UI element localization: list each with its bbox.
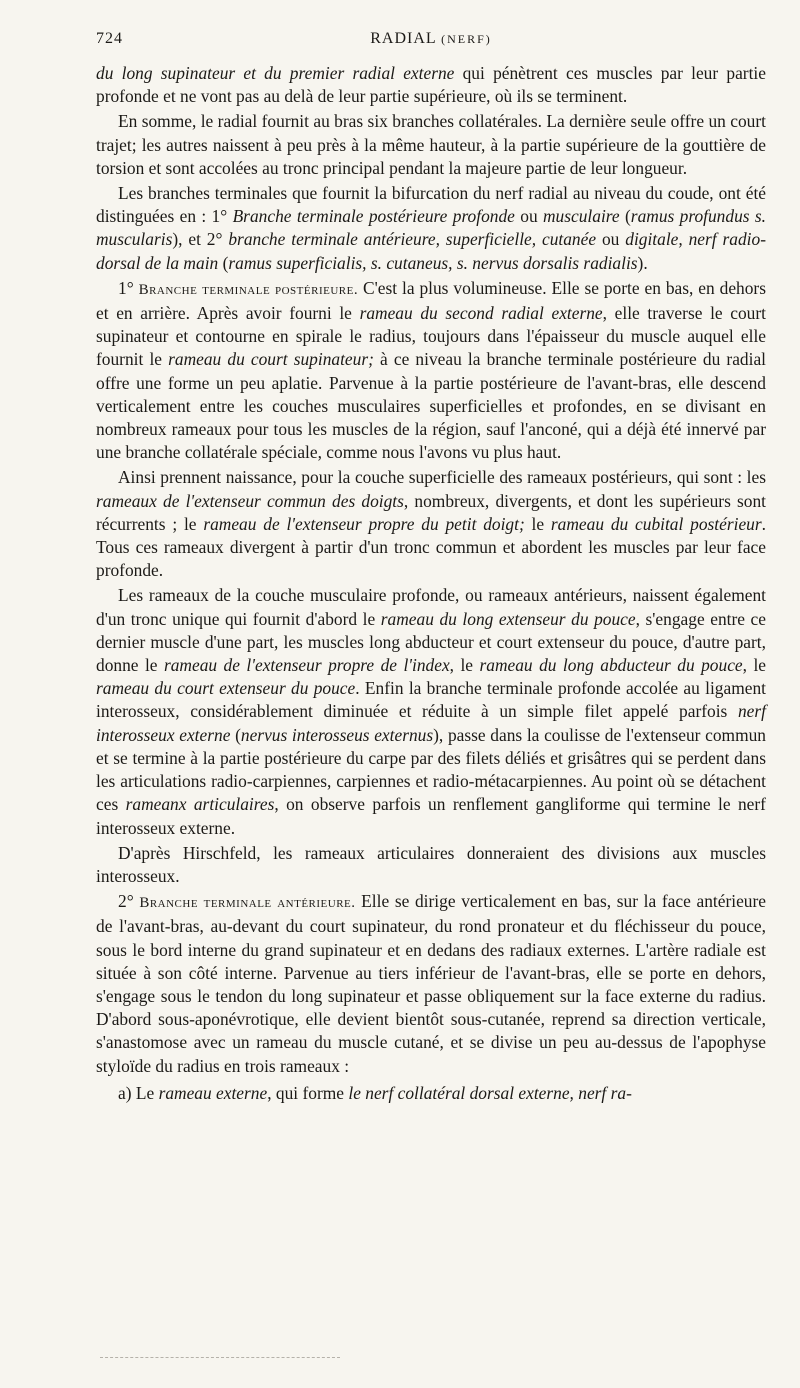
italic-term: musculaire bbox=[543, 206, 620, 227]
italic-term: nervus interosseus externus bbox=[240, 724, 434, 745]
paragraph bbox=[96, 182, 766, 275]
italic-term: rameau du court supinateur; bbox=[168, 349, 374, 370]
italic-term: rameau du second radial externe bbox=[359, 303, 603, 324]
paragraph bbox=[96, 842, 766, 888]
text-run: , nombreux, divergents, et dont les supérieurs sont récurrents ; le bbox=[96, 490, 766, 534]
text-run: ), passe dans la coulisse de l'extenseur commun et se termine à la partie postérieure du carpe par des filets déliés et grisâtres qui se perdent dans les articulations radio-carpiennes, carpiennes et radio-métacarpiennes. Au point où se détachent ces bbox=[96, 724, 766, 815]
body-text bbox=[96, 62, 766, 1105]
text-run: En somme, le radial fournit au bras six branches collatérales. La dernière seule offre un court trajet; les autres naissent à peu près à la même hauteur, à la partie supérieure de la gouttière de torsion et sont accolées au tronc principal pendant la majeure partie de leur longueur. bbox=[96, 111, 766, 178]
italic-term: rameau externe bbox=[158, 1082, 268, 1103]
text-run: 1° bbox=[118, 277, 139, 298]
footer-rule bbox=[100, 1357, 340, 1358]
text-run: Elle se dirige verticalement en bas, sur la face antérieure de l'avant-bras, au-devant du court supinateur, du rond pronateur et du fléchisseur du pouce, sous le bord interne du grand supinateur et en dedans des radiaux externes. L'artère radiale est située à son côté interne. Parvenue au tiers inférieur de l'avant-bras, elle se porte en dehors, s'engage sous le tendon du long supinateur et passe obliquement sur la face externe du radius. D'abord sous-aponévrotique, elle devient bientôt sous-cutanée, reprend sa direction verticale, s'anastomose avec un rameau du muscle cutané, et se divise un peu au-dessus de l'apophyse styloïde du radius en trois rameaux : bbox=[96, 891, 766, 1076]
running-title bbox=[96, 30, 766, 48]
paragraph bbox=[96, 62, 766, 108]
italic-term: Branche terminale postérieure profonde bbox=[232, 206, 515, 227]
page-number: 724 bbox=[96, 30, 123, 47]
paragraph bbox=[96, 584, 766, 839]
paragraph bbox=[96, 110, 766, 180]
text-run: , qui forme bbox=[267, 1082, 349, 1103]
text-run: ( bbox=[230, 724, 241, 745]
italic-term: rameau de l'extenseur propre du petit doigt; bbox=[203, 513, 525, 534]
running-title-sub: (NERF) bbox=[441, 32, 492, 46]
running-title-main: RADIAL bbox=[370, 30, 437, 47]
page-header bbox=[96, 30, 766, 62]
italic-term: rameau du court extenseur du pouce bbox=[96, 678, 356, 699]
italic-term: ramus superficialis, s. cutaneus, s. nervus dorsalis radialis bbox=[228, 252, 638, 273]
paragraph bbox=[96, 890, 766, 1078]
paragraph bbox=[96, 466, 766, 582]
text-run: a) Le bbox=[118, 1082, 159, 1103]
paragraph bbox=[96, 277, 766, 465]
text-run: ). bbox=[637, 252, 648, 273]
italic-term: du long supinateur et du premier radial externe bbox=[96, 63, 455, 83]
text-run: , on observe parfois un renflement gangliforme qui termine le nerf interosseux externe. bbox=[96, 794, 766, 838]
italic-term: digitale, nerf radio-dorsal de la main bbox=[96, 229, 766, 273]
italic-term: rameau du cubital postérieur bbox=[550, 513, 762, 534]
book-page bbox=[96, 30, 766, 1107]
text-run: Les branches terminales que fournit la bifurcation du nerf radial au niveau du coude, ont été distinguées en : 1° bbox=[96, 183, 766, 227]
list-item-paragraph bbox=[96, 1082, 766, 1105]
text-run: ( bbox=[619, 206, 631, 227]
italic-term: le nerf collatéral dorsal externe, nerf ra- bbox=[348, 1082, 632, 1103]
text-run: , s'engage entre ce dernier muscle d'une part, les muscles long abducteur et court extenseur du pouce, d'autre part, donne le bbox=[96, 608, 766, 676]
text-run: , le bbox=[449, 655, 480, 676]
text-run: qui pénètrent ces muscles par leur partie profonde et ne vont pas au delà de leur partie supérieure, où ils se terminent. bbox=[96, 63, 766, 107]
text-run: 2° bbox=[118, 891, 140, 912]
text-run: , elle traverse le court supinateur et contourne en spirale le radius, toujours dans l'épaisseur du muscle auquel elle fournit le bbox=[96, 303, 767, 370]
text-run: le bbox=[524, 513, 551, 534]
text-run: C'est la plus volumineuse. Elle se porte en bas, en dehors et en arrière. Après avoir fourni le bbox=[96, 277, 766, 324]
italic-term: rameau de l'extenseur propre de l'index bbox=[163, 655, 450, 676]
text-run: ou bbox=[514, 206, 543, 227]
italic-term: branche terminale antérieure, superficielle, cutanée bbox=[228, 229, 597, 250]
italic-term: rameau du long extenseur du pouce bbox=[380, 608, 636, 629]
italic-term: rameau du long abducteur du pouce bbox=[479, 655, 743, 676]
text-run: . Enfin la branche terminale profonde accolée au ligament interosseux, considérablement diminuée et réduite à un simple filet appelé parfois bbox=[96, 678, 766, 722]
italic-term: ramus profundus s. muscularis bbox=[96, 206, 766, 250]
text-run: ( bbox=[218, 252, 229, 273]
text-run: , le bbox=[742, 655, 766, 676]
text-run: Les rameaux de la couche musculaire profonde, ou rameaux antérieurs, naissent également d'un tronc unique qui fournit d'abord le bbox=[96, 585, 766, 629]
text-run: D'après Hirschfeld, les rameaux articulaires donneraient des divisions aux muscles interosseux. bbox=[96, 842, 766, 886]
text-run: à ce niveau la branche terminale postérieure du radial offre une forme un peu aplatie. Parvenue à la partie postérieure de l'avant-bras, elle descend verticalement entre les couches musculaires superficielles et profondes, en se divisant en nombreux rameaux pour tous les muscles de la région, sauf l'anconé, qui a déjà été innervé par une branche collatérale spéciale, comme nous l'avons vu plus haut. bbox=[96, 349, 766, 463]
italic-term: rameaux de l'extenseur commun des doigts bbox=[96, 490, 404, 511]
section-heading: Branche terminale postérieure. bbox=[138, 281, 359, 298]
text-run: ), et 2° bbox=[172, 229, 229, 250]
text-run: ou bbox=[596, 229, 626, 250]
text-run: . Tous ces rameaux divergent à partir d'un tronc commun et abordent les muscles par leur face profonde. bbox=[96, 513, 766, 581]
italic-term: nerf interosseux externe bbox=[96, 701, 766, 745]
section-heading: Branche terminale antérieure. bbox=[139, 895, 356, 912]
text-run: Ainsi prennent naissance, pour la couche superficielle des rameaux postérieurs, qui sont : les bbox=[118, 467, 766, 488]
italic-term: rameanx articulaires bbox=[125, 794, 275, 815]
